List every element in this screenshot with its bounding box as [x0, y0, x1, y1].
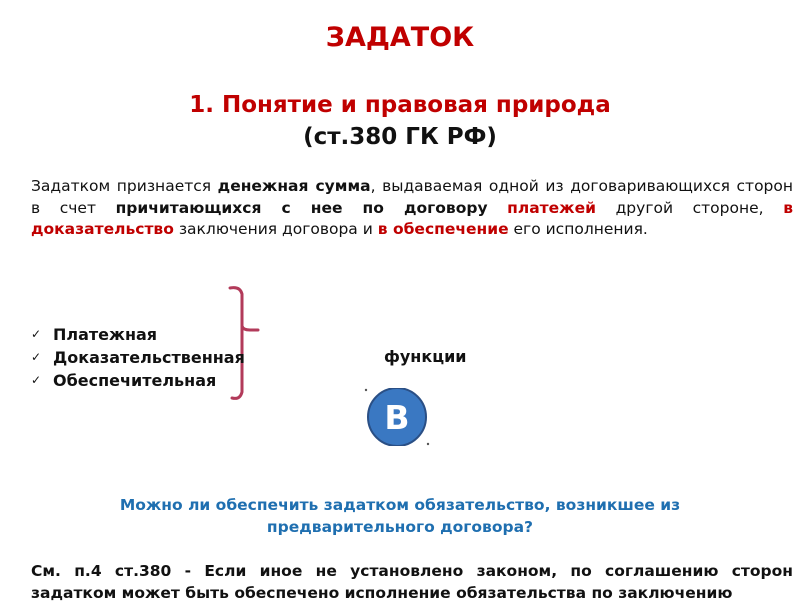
definition-bold-term: денежная сумма — [217, 177, 371, 195]
function-label: Обеспечительная — [53, 371, 217, 390]
list-item — [31, 347, 245, 370]
definition-text: его исполнения. — [508, 220, 648, 238]
checkmark-bullet-icon — [31, 370, 53, 393]
reference-text: См. п.4 ст.380 - Если иное не установлено законом, по соглашению сторон задатком может быть обеспечено исполнение обязательства по заключению — [31, 562, 793, 602]
question-text: Можно ли обеспечить задатком обязательство, возникшее из предварительного договора? — [119, 496, 681, 536]
list-item — [31, 324, 245, 347]
slide-title: ЗАДАТОК — [325, 22, 475, 53]
checkmark-bullet-icon — [31, 324, 53, 347]
definition-bold-term: причитающихся с нее по договору — [115, 198, 488, 217]
list-item — [31, 370, 245, 393]
definition-text: другой стороне, — [595, 198, 784, 217]
definition-paragraph — [31, 176, 793, 241]
definition-text: Задатком признается — [31, 177, 218, 195]
definition-red-term: в обеспечение — [377, 220, 509, 238]
definition-red-term: в доказательство — [31, 198, 793, 238]
function-label: Доказательственная — [53, 348, 245, 367]
section-heading: 1. Понятие и правовая природа — [189, 92, 611, 118]
icon-letter: В — [384, 398, 410, 437]
function-label: Платежная — [53, 325, 158, 344]
definition-text — [488, 199, 508, 217]
functions-list — [31, 324, 245, 393]
article-reference: (ст.380 ГК РФ) — [303, 124, 497, 150]
b-letter-circle-icon — [364, 388, 430, 446]
definition-red-term: платежей — [507, 198, 596, 217]
definition-text: , выдаваемая одной из договаривающихся сторон в счет — [31, 177, 794, 217]
checkmark-bullet-icon — [31, 347, 53, 370]
functions-label: функции — [384, 347, 467, 366]
definition-text: заключения договора и — [173, 220, 378, 238]
